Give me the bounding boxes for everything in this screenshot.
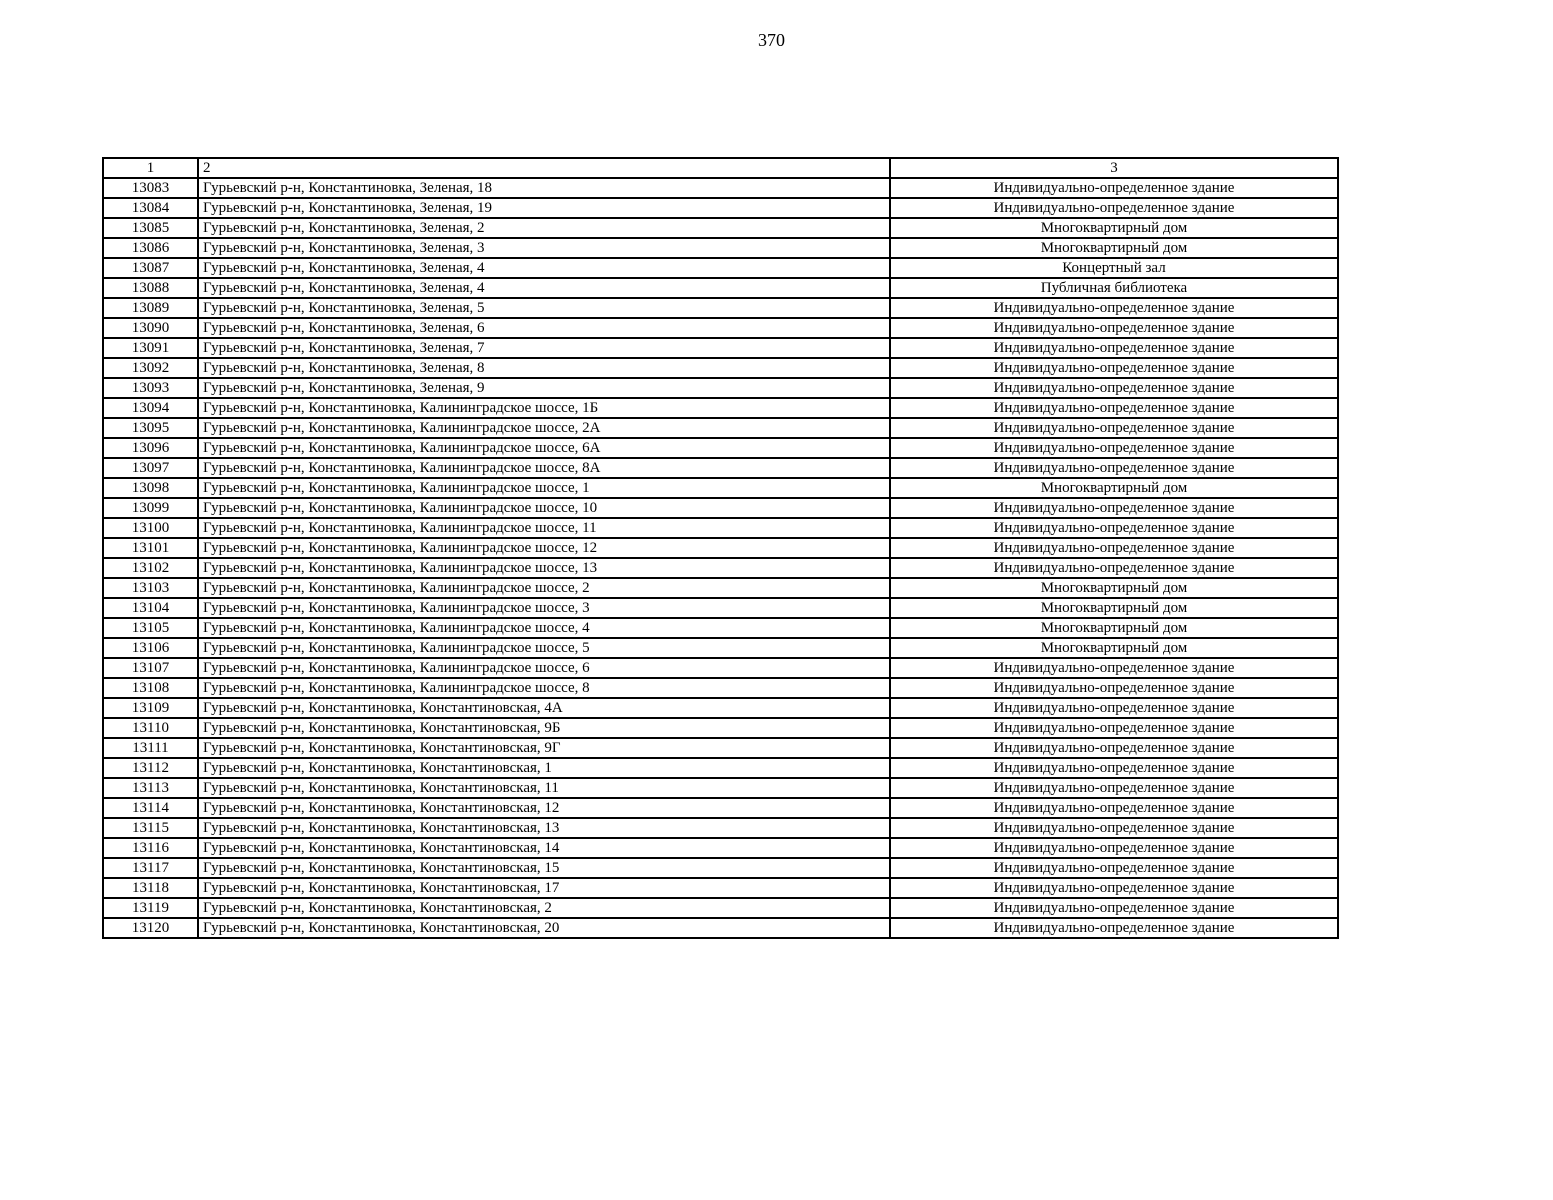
row-number-cell: 13100 — [103, 518, 198, 538]
row-number-cell: 13106 — [103, 638, 198, 658]
object-type-cell: Индивидуально-определенное здание — [890, 838, 1338, 858]
table-row — [103, 318, 1338, 338]
row-number-cell: 13098 — [103, 478, 198, 498]
row-number-cell: 13099 — [103, 498, 198, 518]
address-cell: Гурьевский р-н, Константиновка, Константиновская, 14 — [198, 838, 890, 858]
row-number-cell: 13109 — [103, 698, 198, 718]
address-cell: Гурьевский р-н, Константиновка, Константиновская, 9Г — [198, 738, 890, 758]
table-row — [103, 438, 1338, 458]
object-type-cell: Индивидуально-определенное здание — [890, 398, 1338, 418]
address-cell: Гурьевский р-н, Константиновка, Зеленая, 4 — [198, 258, 890, 278]
object-type-cell: Индивидуально-определенное здание — [890, 918, 1338, 938]
object-type-cell: Многоквартирный дом — [890, 618, 1338, 638]
table-row — [103, 298, 1338, 318]
object-type-cell: Индивидуально-определенное здание — [890, 758, 1338, 778]
object-type-cell: Индивидуально-определенное здание — [890, 858, 1338, 878]
row-number-cell: 13085 — [103, 218, 198, 238]
address-cell: Гурьевский р-н, Константиновка, Константиновская, 12 — [198, 798, 890, 818]
table-row — [103, 658, 1338, 678]
table-row — [103, 198, 1338, 218]
row-number-cell: 13108 — [103, 678, 198, 698]
row-number-cell: 13083 — [103, 178, 198, 198]
table-row — [103, 378, 1338, 398]
address-cell: Гурьевский р-н, Константиновка, Калининградское шоссе, 6А — [198, 438, 890, 458]
column-header-2: 2 — [198, 158, 890, 178]
table-row — [103, 458, 1338, 478]
row-number-cell: 13111 — [103, 738, 198, 758]
address-cell: Гурьевский р-н, Константиновка, Калининградское шоссе, 1 — [198, 478, 890, 498]
row-number-cell: 13119 — [103, 898, 198, 918]
row-number-cell: 13088 — [103, 278, 198, 298]
table-row — [103, 878, 1338, 898]
row-number-cell: 13113 — [103, 778, 198, 798]
table-row — [103, 738, 1338, 758]
object-type-cell: Индивидуально-определенное здание — [890, 378, 1338, 398]
table-row — [103, 798, 1338, 818]
table-row — [103, 818, 1338, 838]
row-number-cell: 13101 — [103, 538, 198, 558]
address-cell: Гурьевский р-н, Константиновка, Зеленая, 2 — [198, 218, 890, 238]
address-cell: Гурьевский р-н, Константиновка, Зеленая, 3 — [198, 238, 890, 258]
address-cell: Гурьевский р-н, Константиновка, Зеленая, 19 — [198, 198, 890, 218]
address-cell: Гурьевский р-н, Константиновка, Калининградское шоссе, 2А — [198, 418, 890, 438]
table-row — [103, 478, 1338, 498]
object-type-cell: Индивидуально-определенное здание — [890, 178, 1338, 198]
row-number-cell: 13107 — [103, 658, 198, 678]
address-cell: Гурьевский р-н, Константиновка, Калининградское шоссе, 3 — [198, 598, 890, 618]
object-type-cell: Индивидуально-определенное здание — [890, 798, 1338, 818]
object-type-cell: Индивидуально-определенное здание — [890, 698, 1338, 718]
row-number-cell: 13096 — [103, 438, 198, 458]
row-number-cell: 13087 — [103, 258, 198, 278]
table-row — [103, 778, 1338, 798]
object-type-cell: Индивидуально-определенное здание — [890, 738, 1338, 758]
object-type-cell: Многоквартирный дом — [890, 218, 1338, 238]
row-number-cell: 13084 — [103, 198, 198, 218]
object-type-cell: Индивидуально-определенное здание — [890, 558, 1338, 578]
table-row — [103, 898, 1338, 918]
address-cell: Гурьевский р-н, Константиновка, Зеленая, 18 — [198, 178, 890, 198]
row-number-cell: 13118 — [103, 878, 198, 898]
address-cell: Гурьевский р-н, Константиновка, Константиновская, 4А — [198, 698, 890, 718]
table-header-row — [103, 158, 1338, 178]
object-type-cell: Индивидуально-определенное здание — [890, 538, 1338, 558]
row-number-cell: 13103 — [103, 578, 198, 598]
address-cell: Гурьевский р-н, Константиновка, Константиновская, 20 — [198, 918, 890, 938]
object-type-cell: Индивидуально-определенное здание — [890, 658, 1338, 678]
object-type-cell: Индивидуально-определенное здание — [890, 318, 1338, 338]
address-cell: Гурьевский р-н, Константиновка, Калининградское шоссе, 6 — [198, 658, 890, 678]
table-row — [103, 638, 1338, 658]
address-cell: Гурьевский р-н, Константиновка, Калининградское шоссе, 8А — [198, 458, 890, 478]
object-type-cell: Многоквартирный дом — [890, 478, 1338, 498]
table-row — [103, 678, 1338, 698]
table-row — [103, 838, 1338, 858]
row-number-cell: 13104 — [103, 598, 198, 618]
object-type-cell: Индивидуально-определенное здание — [890, 198, 1338, 218]
address-cell: Гурьевский р-н, Константиновка, Зеленая, 8 — [198, 358, 890, 378]
address-cell: Гурьевский р-н, Константиновка, Калининградское шоссе, 12 — [198, 538, 890, 558]
table-row — [103, 258, 1338, 278]
table-row — [103, 538, 1338, 558]
table-row — [103, 498, 1338, 518]
table-row — [103, 558, 1338, 578]
address-cell: Гурьевский р-н, Константиновка, Калининградское шоссе, 11 — [198, 518, 890, 538]
table-row — [103, 398, 1338, 418]
table-row — [103, 578, 1338, 598]
table-row — [103, 858, 1338, 878]
address-cell: Гурьевский р-н, Константиновка, Зеленая, 6 — [198, 318, 890, 338]
object-type-cell: Многоквартирный дом — [890, 598, 1338, 618]
table-row — [103, 178, 1338, 198]
table-row — [103, 338, 1338, 358]
object-type-cell: Индивидуально-определенное здание — [890, 458, 1338, 478]
row-number-cell: 13112 — [103, 758, 198, 778]
address-cell: Гурьевский р-н, Константиновка, Зеленая, 5 — [198, 298, 890, 318]
row-number-cell: 13116 — [103, 838, 198, 858]
address-cell: Гурьевский р-н, Константиновка, Константиновская, 15 — [198, 858, 890, 878]
address-cell: Гурьевский р-н, Константиновка, Зеленая, 9 — [198, 378, 890, 398]
table-row — [103, 758, 1338, 778]
object-type-cell: Индивидуально-определенное здание — [890, 818, 1338, 838]
object-type-cell: Индивидуально-определенное здание — [890, 898, 1338, 918]
object-type-cell: Многоквартирный дом — [890, 238, 1338, 258]
object-type-cell: Индивидуально-определенное здание — [890, 878, 1338, 898]
page-number: 370 — [758, 30, 785, 50]
address-cell: Гурьевский р-н, Константиновка, Калининградское шоссе, 4 — [198, 618, 890, 638]
row-number-cell: 13115 — [103, 818, 198, 838]
table-row — [103, 598, 1338, 618]
address-cell: Гурьевский р-н, Константиновка, Калининградское шоссе, 2 — [198, 578, 890, 598]
row-number-cell: 13086 — [103, 238, 198, 258]
row-number-cell: 13092 — [103, 358, 198, 378]
table-row — [103, 918, 1338, 938]
object-type-cell: Индивидуально-определенное здание — [890, 298, 1338, 318]
object-type-cell: Индивидуально-определенное здание — [890, 498, 1338, 518]
object-type-cell: Индивидуально-определенное здание — [890, 418, 1338, 438]
table-body — [103, 178, 1338, 938]
address-cell: Гурьевский р-н, Константиновка, Калининградское шоссе, 8 — [198, 678, 890, 698]
address-cell: Гурьевский р-н, Константиновка, Константиновская, 11 — [198, 778, 890, 798]
row-number-cell: 13089 — [103, 298, 198, 318]
row-number-cell: 13120 — [103, 918, 198, 938]
object-type-cell: Многоквартирный дом — [890, 638, 1338, 658]
row-number-cell: 13110 — [103, 718, 198, 738]
row-number-cell: 13094 — [103, 398, 198, 418]
table-row — [103, 358, 1338, 378]
object-type-cell: Индивидуально-определенное здание — [890, 438, 1338, 458]
table-row — [103, 698, 1338, 718]
row-number-cell: 13091 — [103, 338, 198, 358]
object-type-cell: Многоквартирный дом — [890, 578, 1338, 598]
row-number-cell: 13095 — [103, 418, 198, 438]
address-cell: Гурьевский р-н, Константиновка, Зеленая, 4 — [198, 278, 890, 298]
object-type-cell: Индивидуально-определенное здание — [890, 338, 1338, 358]
object-type-cell: Индивидуально-определенное здание — [890, 778, 1338, 798]
address-cell: Гурьевский р-н, Константиновка, Калининградское шоссе, 10 — [198, 498, 890, 518]
row-number-cell: 13102 — [103, 558, 198, 578]
object-type-cell: Индивидуально-определенное здание — [890, 718, 1338, 738]
object-type-cell: Публичная библиотека — [890, 278, 1338, 298]
registry-table — [102, 157, 1339, 939]
row-number-cell: 13105 — [103, 618, 198, 638]
address-cell: Гурьевский р-н, Константиновка, Константиновская, 13 — [198, 818, 890, 838]
address-cell: Гурьевский р-н, Константиновка, Константиновская, 9Б — [198, 718, 890, 738]
object-type-cell: Индивидуально-определенное здание — [890, 358, 1338, 378]
column-header-1: 1 — [103, 158, 198, 178]
table-row — [103, 238, 1338, 258]
address-cell: Гурьевский р-н, Константиновка, Калининградское шоссе, 13 — [198, 558, 890, 578]
object-type-cell: Индивидуально-определенное здание — [890, 678, 1338, 698]
address-cell: Гурьевский р-н, Константиновка, Константиновская, 2 — [198, 898, 890, 918]
address-cell: Гурьевский р-н, Константиновка, Калининградское шоссе, 1Б — [198, 398, 890, 418]
address-cell: Гурьевский р-н, Константиновка, Константиновская, 1 — [198, 758, 890, 778]
row-number-cell: 13117 — [103, 858, 198, 878]
address-cell: Гурьевский р-н, Константиновка, Калининградское шоссе, 5 — [198, 638, 890, 658]
object-type-cell: Концертный зал — [890, 258, 1338, 278]
row-number-cell: 13090 — [103, 318, 198, 338]
row-number-cell: 13114 — [103, 798, 198, 818]
row-number-cell: 13093 — [103, 378, 198, 398]
object-type-cell: Индивидуально-определенное здание — [890, 518, 1338, 538]
table-row — [103, 418, 1338, 438]
row-number-cell: 13097 — [103, 458, 198, 478]
address-cell: Гурьевский р-н, Константиновка, Константиновская, 17 — [198, 878, 890, 898]
table-row — [103, 618, 1338, 638]
table-row — [103, 718, 1338, 738]
column-header-3: 3 — [890, 158, 1338, 178]
address-cell: Гурьевский р-н, Константиновка, Зеленая, 7 — [198, 338, 890, 358]
table-row — [103, 518, 1338, 538]
table-row — [103, 218, 1338, 238]
table-row — [103, 278, 1338, 298]
